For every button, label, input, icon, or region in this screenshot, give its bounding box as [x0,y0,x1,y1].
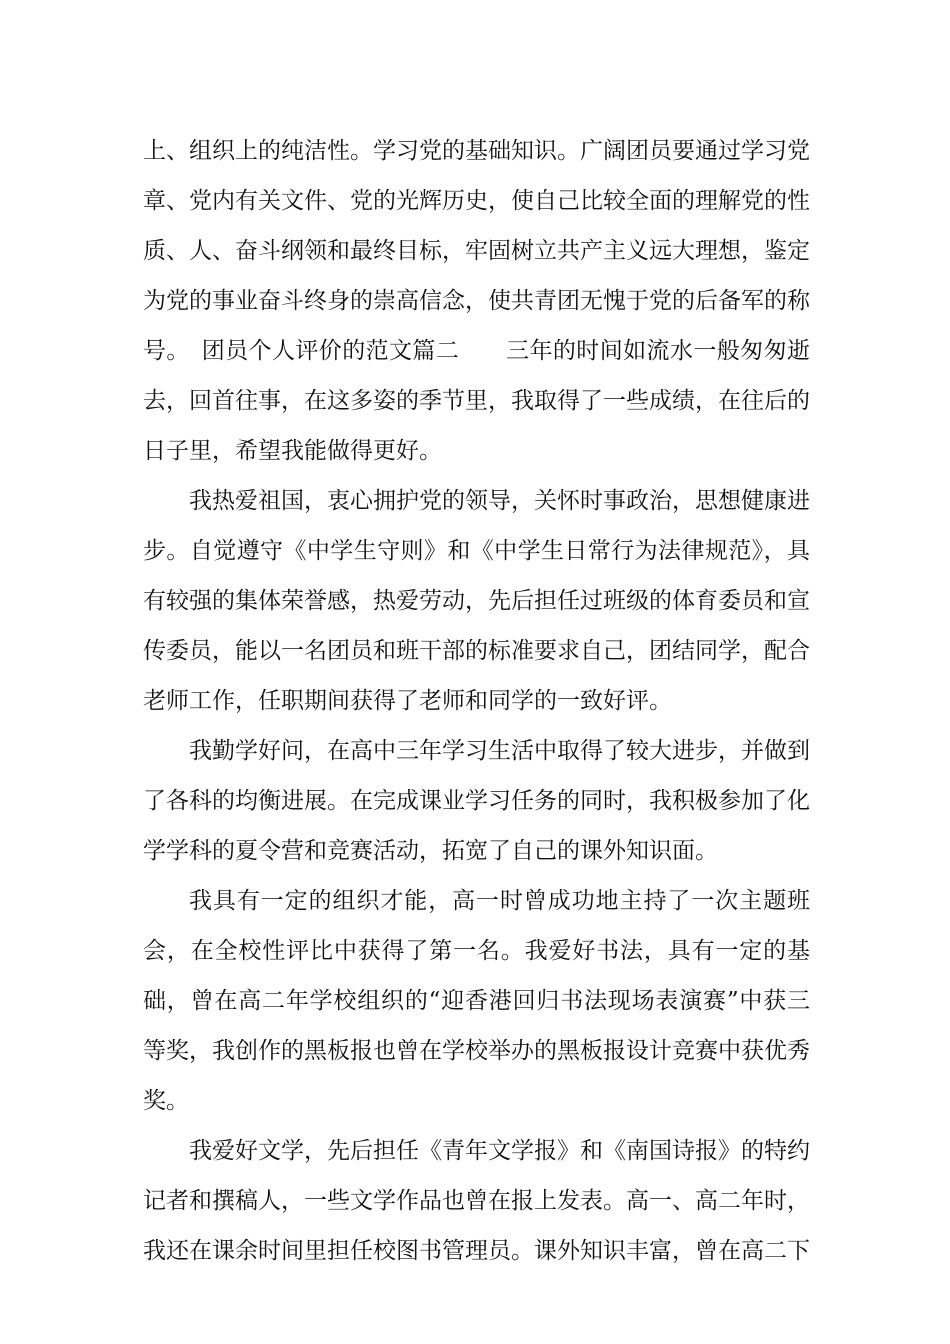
paragraph-study: 我勤学好问，在高中三年学习生活中取得了较大进步，并做到了各科的均衡进展。在完成课业学习任务的同时，我积极参加了化学学科的夏令营和竞赛活动，拓宽了自己的课外知识面。 [143,738,810,864]
document-body [143,126,810,1276]
paragraph-organization: 我具有一定的组织才能，高一时曾成功地主持了一次主题班会，在全校性评比中获得了第一名。我爱好书法，具有一定的基础，曾在高二年学校组织的“迎香港回归书法现场表演赛”中获三等奖，我创作的黑板报也曾在学校举办的黑板报设计竞赛中获优秀奖。 [143,888,810,1114]
paragraph-literature: 我爱好文学，先后担任《青年文学报》和《南国诗报》的特约记者和撰稿人，一些文学作品也曾在报上发表。高一、高二年时，我还在课余时间里担任校图书管理员。课外知识丰富，曾在高二下 [143,1138,810,1264]
paragraph-patriotism: 我热爱祖国，衷心拥护党的领导，关怀时事政治，思想健康进步。自觉遵守《中学生守则》和《中学生日常行为法律规范》，具有较强的集体荣誉感，热爱劳动，先后担任过班级的体育委员和宣传委员，能以一名团员和班干部的标准要求自己，团结同学，配合老师工作，任职期间获得了老师和同学的一致好评。 [143,488,810,714]
paragraph-continuation: 上、组织上的纯洁性。学习党的基础知识。广阔团员要通过学习党章、党内有关文件、党的光辉历史，使自己比较全面的理解党的性质、人、奋斗纲领和最终目标，牢固树立共产主义远大理想，鉴定为党的事业奋斗终身的崇高信念，使共青团无愧于党的后备军的称号。 团员个人评价的范文篇二 三年的时间如流水一般匆匆逝去，回首往事，在这多姿的季节里，我取得了一些成绩，在往后的日子里，希望我能做得更好。 [143,138,810,464]
